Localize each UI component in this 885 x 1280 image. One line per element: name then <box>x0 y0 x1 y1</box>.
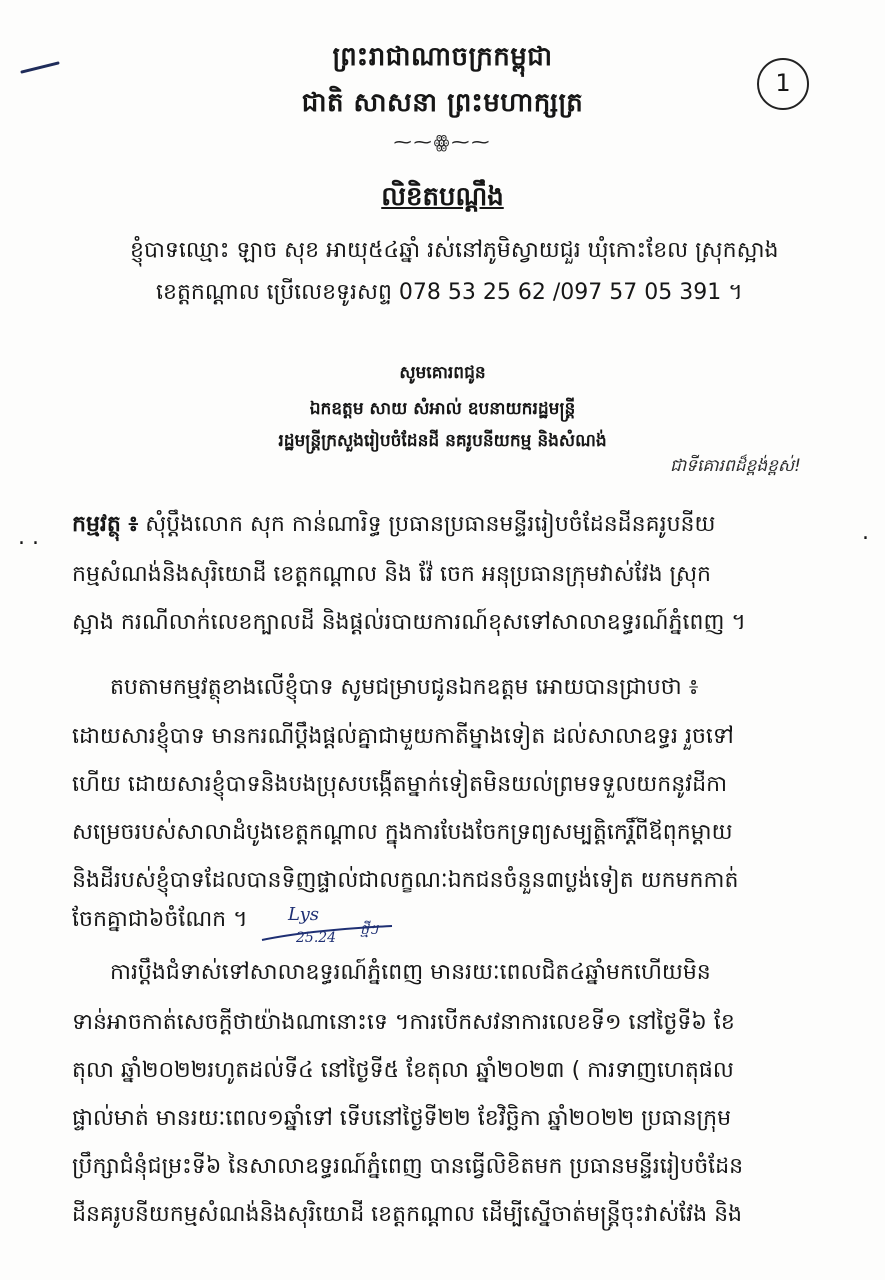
page-number: 1 <box>757 58 809 110</box>
body-para3-line-4: ផ្ទាល់មាត់ មានរយៈពេល១ឆ្នាំទៅ ទើបនៅថ្ងៃទី២២ ខែវិច្ឆិកា ឆ្នាំ២០២២ ប្រធានក្រុម <box>72 1106 732 1131</box>
document-title: លិខិតបណ្តឹង <box>381 182 504 212</box>
body-para2-line-2: ដោយសារខ្ញុំបាទ មានករណីប្តឹងផ្តល់គ្នាជាមួយកាតីម្នាងទៀត ដល់សាលាឧទ្ធរ រួចទៅ <box>72 724 734 749</box>
signature-text-1: Lys <box>288 904 320 925</box>
body-para2-line-6: ចែកគ្នាជា៦ចំណែក ។ <box>72 907 248 932</box>
margin-dots-left: . . <box>18 525 39 550</box>
signature-text-3: ថ្មីៗ <box>360 922 379 938</box>
handwritten-note: ជាទីគោរពដ៏ខ្ពង់ខ្ពស់! <box>670 456 801 476</box>
body-para2-line-5: និងដីរបស់ខ្ញុំបាទដែលបានទិញផ្ទាល់ជាលក្ខណៈឯកជនចំនួន៣ប្លង់ទៀត យកមកកាត់ <box>72 868 739 893</box>
subject-text-1: សុំប្តឹងលោក សុក កាន់ណារិទ្ធ ប្រធានប្រធានមន្ទីររៀបចំដែនដីនគរូបនីយ <box>138 512 716 537</box>
body-para3-line-3: តុលា ឆ្នាំ២០២២រហូតដល់ទី៤ នៅថ្ងៃទី៥ ខែតុលា ឆ្នាំ២០២៣ ( ការទាញហេតុផល <box>72 1058 734 1083</box>
body-para3-line-2: ទាន់អាចកាត់សេចក្តីថាយ៉ាងណានោះទេ ។ការបើកសវនាការលេខទី១ នៅថ្ងៃទី៦ ខែ <box>72 1010 735 1035</box>
salutation-line-2: ឯកឧត្តម សាយ សំអាល់ ឧបនាយករដ្ឋមន្ត្រី <box>309 399 576 419</box>
intro-line-2: ខេត្តកណ្តាល ប្រើលេខទូរសព្ទ 078 53 25 62 /097 57 05 391 ។ <box>156 280 743 305</box>
body-para2-line-3: ហើយ ដោយសារខ្ញុំបាទនិងបងប្រុសបង្កើតម្នាក់ទៀតមិនយល់ព្រមទទួលយកនូវដីកា <box>72 772 728 797</box>
subject-line-2: កម្មសំណង់និងសុរិយោដី ខេត្តកណ្តាល និង វ៉ែ ចេក អនុប្រធានក្រុមវាស់វែង ស្រុក <box>72 562 712 587</box>
salutation-line-1: សូមគោរពជូន <box>399 363 486 383</box>
body-para3-line-1: ការប្តឹងជំទាស់ទៅសាលាឧទ្ធរណ៍ភ្នំពេញ មានរយៈពេលជិត៤ឆ្នាំមកហើយមិន <box>110 960 711 985</box>
subject-label: កម្មវត្ថុ ៖ <box>72 512 139 537</box>
subject-line-3: ស្អាង ករណីលាក់លេខក្បាលដី និងផ្តល់របាយការណ៍ខុសទៅសាលាឧទ្ធរណ៍ភ្នំពេញ ។ <box>72 610 746 635</box>
intro-line-1: ខ្ញុំបាទឈ្មោះ ឡាច សុខ អាយុ៥៤ឆ្នាំ រស់នៅភូមិស្វាយជួរ ឃុំកោះខែល ស្រុកស្អាង <box>130 238 779 263</box>
salutation-line-3: រដ្ឋមន្ត្រីក្រសួងរៀបចំដែនដី នគរូបនីយកម្ម និងសំណង់ <box>278 431 607 451</box>
body-para2-line-4: សម្រេចរបស់សាលាដំបូងខេត្តកណ្តាល ក្នុងការបែងចែកទ្រព្យសម្បត្តិកេរ្តិ៍ពីឪពុកម្តាយ <box>72 820 733 845</box>
subject-line-1 <box>72 510 715 542</box>
body-para3-line-5: ប្រឹក្សាជំនុំជម្រះទី៦ នៃសាលាឧទ្ធរណ៍ភ្នំពេញ បានធ្វើលិខិតមក ប្រធានមន្ទីររៀបចំដែន <box>72 1154 744 1179</box>
body-para3-line-6: ដីនគរូបនីយកម្មសំណង់និងសុរិយោដី ខេត្តកណ្តាល ដើម្បីស្នើចាត់មន្ត្រីចុះវាស់វែង និង <box>72 1202 743 1227</box>
motto-heading: ជាតិ សាសនា ព្រះមហាក្សត្រ <box>301 88 584 118</box>
margin-dots-right: . <box>862 520 869 545</box>
ornament-divider: ⁓⁓ꙮ⁓⁓ <box>393 132 492 153</box>
kingdom-heading: ព្រះរាជាណាចក្រកម្ពុជា <box>332 42 553 72</box>
body-para2-line-1: តបតាមកម្មវត្ថុខាងលើខ្ញុំបាទ សូមជម្រាបជូនឯកឧត្តម អោយបានជ្រាបថា ៖ <box>110 675 699 700</box>
signature-text-2: 25.24 <box>296 930 337 946</box>
handwritten-signature <box>260 900 410 960</box>
